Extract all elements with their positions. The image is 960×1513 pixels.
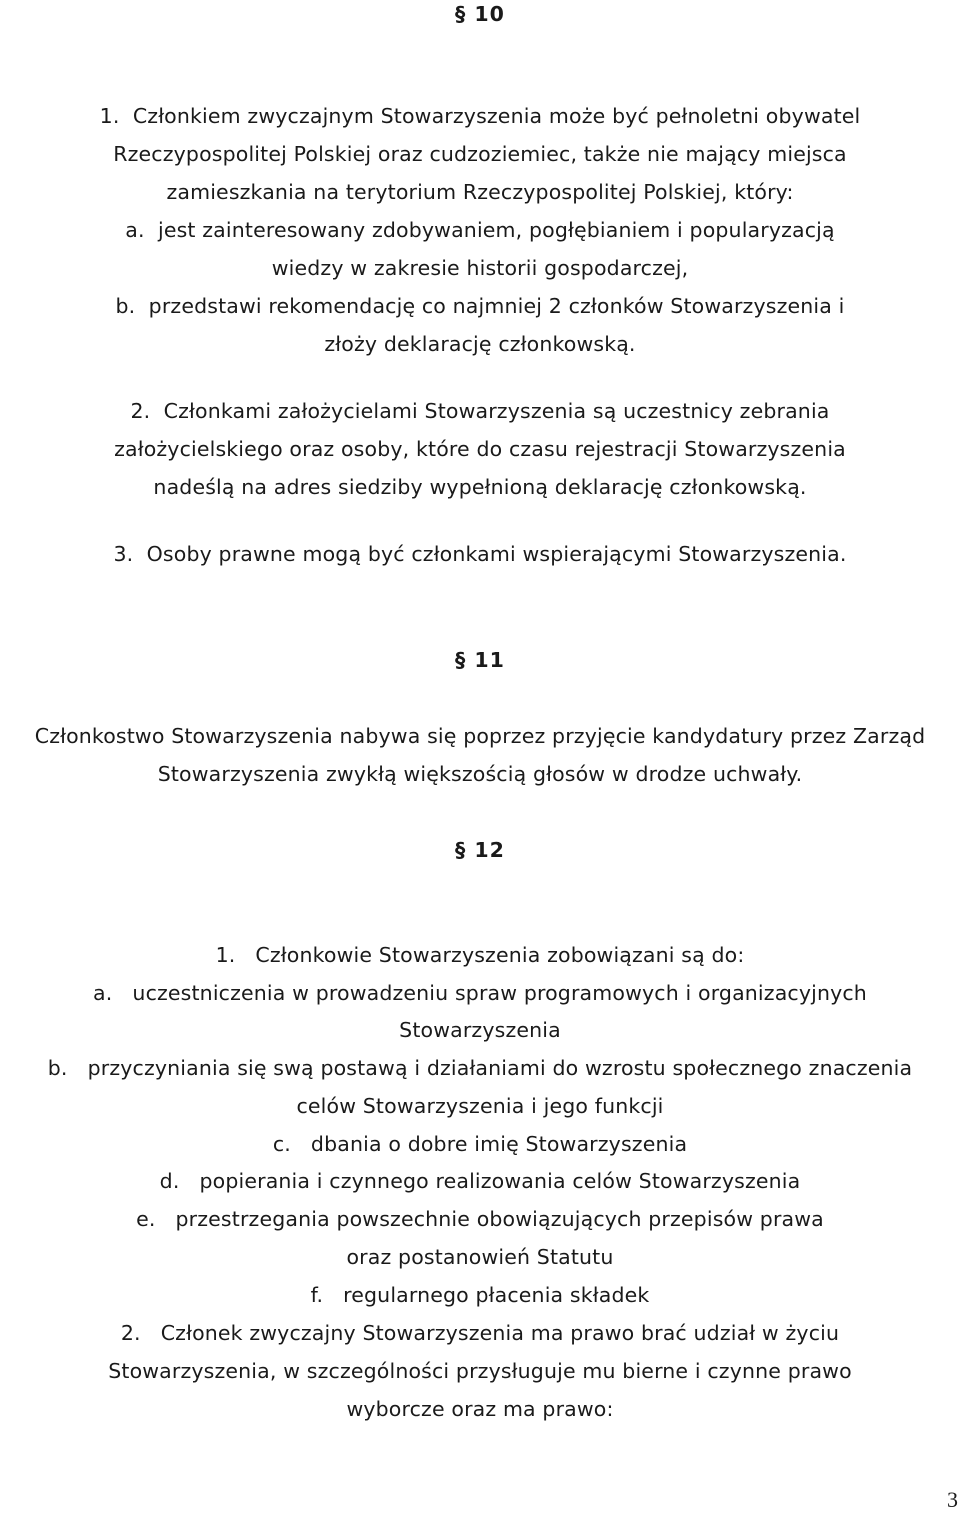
list-item: Stowarzyszenia — [399, 1018, 561, 1042]
paragraph-line: wiedzy w zakresie historii gospodarczej, — [271, 256, 689, 280]
paragraph-line: 3. Osoby prawne mogą być członkami wspierającymi Stowarzyszenia. — [113, 542, 847, 566]
list-item: a. uczestniczenia w prowadzeniu spraw programowych i organizacyjnych — [93, 981, 867, 1005]
paragraph-line: 2. Członkami założycielami Stowarzyszenia są uczestnicy zebrania — [130, 399, 830, 423]
list-item: Stowarzyszenia, w szczególności przysługuje mu bierne i czynne prawo — [108, 1359, 852, 1383]
paragraph-line: 1. Członkiem zwyczajnym Stowarzyszenia może być pełnoletni obywatel — [99, 104, 861, 128]
list-item: f. regularnego płacenia składek — [310, 1283, 650, 1307]
paragraph-line: Rzeczypospolitej Polskiej oraz cudzoziemiec, także nie mający miejsca — [113, 142, 847, 166]
list-item: d. popierania i czynnego realizowania celów Stowarzyszenia — [159, 1169, 801, 1193]
section-heading-11: § 11 — [455, 648, 505, 672]
paragraph-line: zamieszkania na terytorium Rzeczypospolitej Polskiej, który: — [166, 180, 794, 204]
list-item: celów Stowarzyszenia i jego funkcji — [296, 1094, 664, 1118]
list-item: 1. Członkowie Stowarzyszenia zobowiązani są do: — [215, 943, 745, 967]
list-item: wyborcze oraz ma prawo: — [346, 1397, 614, 1421]
list-item: b. przyczyniania się swą postawą i działaniami do wzrostu społecznego znaczenia — [47, 1056, 913, 1080]
paragraph-line: złoży deklarację członkowską. — [324, 332, 636, 356]
paragraph-line: a. jest zainteresowany zdobywaniem, pogłębianiem i popularyzacją — [125, 218, 835, 242]
list-item: oraz postanowień Statutu — [346, 1245, 614, 1269]
list-item: 2. Członek zwyczajny Stowarzyszenia ma prawo brać udział w życiu — [120, 1321, 840, 1345]
paragraph-line: Członkostwo Stowarzyszenia nabywa się poprzez przyjęcie kandydatury przez Zarząd — [34, 724, 926, 748]
section-heading-10: § 10 — [455, 2, 505, 26]
list-item: c. dbania o dobre imię Stowarzyszenia — [272, 1132, 688, 1156]
paragraph-line: nadeślą na adres siedziby wypełnioną deklarację członkowską. — [153, 475, 807, 499]
paragraph-line: b. przedstawi rekomendację co najmniej 2 członków Stowarzyszenia i — [115, 294, 845, 318]
list-item: e. przestrzegania powszechnie obowiązujących przepisów prawa — [136, 1207, 824, 1231]
page-number: 3 — [947, 1487, 958, 1512]
paragraph-line: Stowarzyszenia zwykłą większością głosów w drodze uchwały. — [157, 762, 803, 786]
paragraph-line: założycielskiego oraz osoby, które do czasu rejestracji Stowarzyszenia — [114, 437, 846, 461]
section-heading-12: § 12 — [455, 838, 505, 862]
